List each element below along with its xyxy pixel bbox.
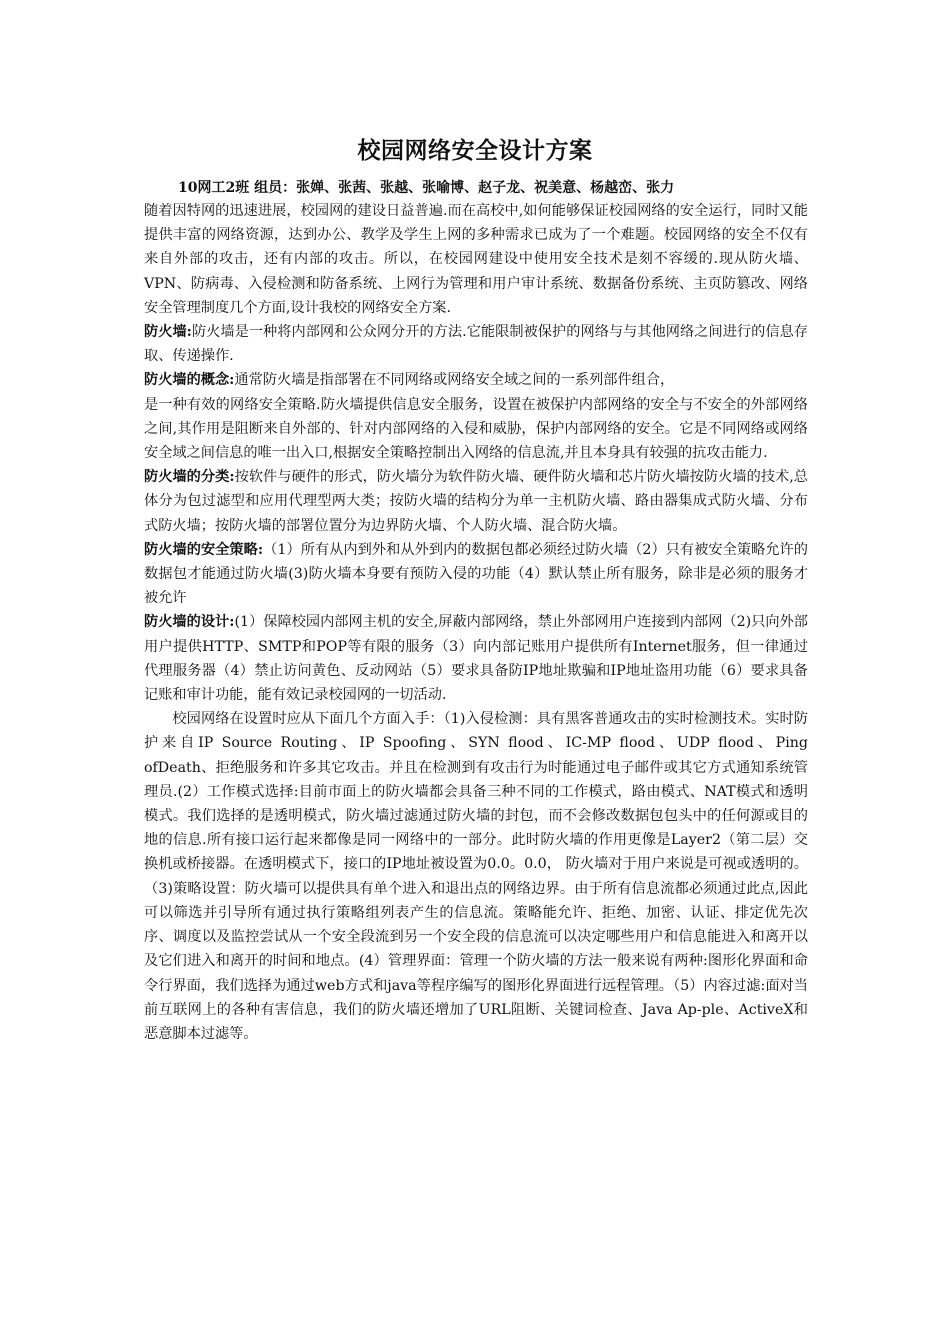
firewall-label: 防火墙: <box>144 324 192 341</box>
document-title: 校园网络安全设计方案 <box>357 137 593 164</box>
closing-paragraph: 校园网络在设置时应从下面几个方面入手：（1)入侵检测：具有黑客普通攻击的实时检测技术。实时防护来自IP Source Routing、IP Spoofing、SYN flood、IC-MP flood、UDP flood、Ping ofDeath、拒绝服务和许多其它攻击。并且在检测到有攻击行为时能通过电子邮件或其它方式通知系统管理员.(2）工作模式选择:目前市面上的防火墙都会具备三种不同的工作模式，路由模式、NAT模式和透明模式。我们选择的是透明模式，防火墙过滤通过防火墙的封包，而不会修改数据包包头中的任何源或目的地的信息.所有接口运行起来都像是同一网络中的一部分。此时防火墙的作用更像是Layer2（第二层）交换机或桥接器。在透明模式下，接口的IP地址被设置为0.0。0.0， 防火墙对于用户来说是可视或透明的。（3)策略设置：防火墙可以提供具有单个进入和退出点的网络边界。由于所有信息流都必须通过此点,因此可以筛选并引导所有通过执行策略组列表产生的信息流。策略能允许、拒绝、加密、认证、排定优先次序、调度以及监控尝试从一个安全段流到另一个安全段的信息流可以决定哪些用户和信息能进入和离开以及它们进入和离开的时间和地点。(4）管理界面：管理一个防火墙的方法一般来说有两种:图形化界面和命令行界面，我们选择为通过web方式和java等程序编写的图形化界面进行远程管理。（5）内容过滤:面对当前互联网上的各种有害信息，我们的防火墙还增加了URL阻断、关键词检查、Java Ap-ple、ActiveX和恶意脚本过滤等。 <box>144 711 808 1042</box>
firewall-text: 防火墙是一种将内部网和公众网分开的方法.它能限制被保护的网络与与其他网络之间进行的信息存取、传递操作. <box>144 324 808 365</box>
author-line: 10网工2班 组员：张婵、张茜、张越、张喻博、赵子龙、祝美意、杨越峦、张力 <box>178 180 675 196</box>
firewall-paragraph <box>144 320 808 368</box>
policy-label: 防火墙的安全策略: <box>144 541 264 558</box>
design-label: 防火墙的设计: <box>144 614 235 631</box>
concept-text: 通常防火墙是指部署在不同网络或网络安全域之间的一系列部件组合， <box>234 372 675 389</box>
concept-paragraph <box>144 368 808 392</box>
design-text: (1）保障校园内部网主机的安全,屏蔽内部网络，禁止外部网用户连接到内部网（2)只向外部用户提供HTTP、SMTP和POP等有限的服务（3）向内部记账用户提供所有Internet服务，但一律通过代理服务器（4）禁止访问黄色、反动网站（5）要求具备防IP地址欺骗和IP地址盗用功能（6）要求具备记账和审计功能，能有效记录校园网的一切活动. <box>144 614 808 704</box>
classification-text: 按软件与硬件的形式，防火墙分为软件防火墙、硬件防火墙和芯片防火墙按防火墙的技术,总体分为包过滤型和应用代理型两大类；按防火墙的结构分为单一主机防火墙、路由器集成式防火墙、分布式防火墙；按防火墙的部署位置分为边界防火墙、个人防火墙、混合防火墙。 <box>144 469 808 534</box>
policy-paragraph <box>144 538 808 611</box>
classification-label: 防火墙的分类: <box>144 469 235 486</box>
policy-text: （1）所有从内到外和从外到内的数据包都必须经过防火墙（2）只有被安全策略允许的数据包才能通过防火墙(3)防火墙本身要有预防入侵的功能（4）默认禁止所有服务，除非是必须的服务才被允许 <box>144 541 808 607</box>
concept-label: 防火墙的概念: <box>144 372 235 389</box>
document-body <box>144 199 808 1046</box>
intro-paragraph: 随着因特网的迅速进展，校园网的建设日益普遍.而在高校中,如何能够保证校园网络的安全运行，同时又能提供丰富的网络资源，达到办公、教学及学生上网的多种需求已成为了一个难题。校园网络的安全不仅有来自外部的攻击，还有内部的攻击。所以，在校园网建设中使用安全技术是刻不容缓的.现从防火墙、VPN、防病毒、入侵检测和防备系统、上网行为管理和用户审计系统、数据备份系统、主页防篡改、网络安全管理制度几个方面,设计我校的网络安全方案. <box>144 203 808 316</box>
concept-paragraph-continued: 是一种有效的网络安全策略.防火墙提供信息安全服务，设置在被保护内部网络的安全与不安全的外部网络之间,其作用是阻断来自外部的、针对内部网络的入侵和威胁，保护内部网络的安全。它是不同网络或网络安全域之间信息的唯一出入口,根据安全策略控制出入网络的信息流,并且本身具有较强的抗攻击能力. <box>144 396 808 462</box>
design-paragraph <box>144 610 808 707</box>
classification-paragraph <box>144 465 808 538</box>
